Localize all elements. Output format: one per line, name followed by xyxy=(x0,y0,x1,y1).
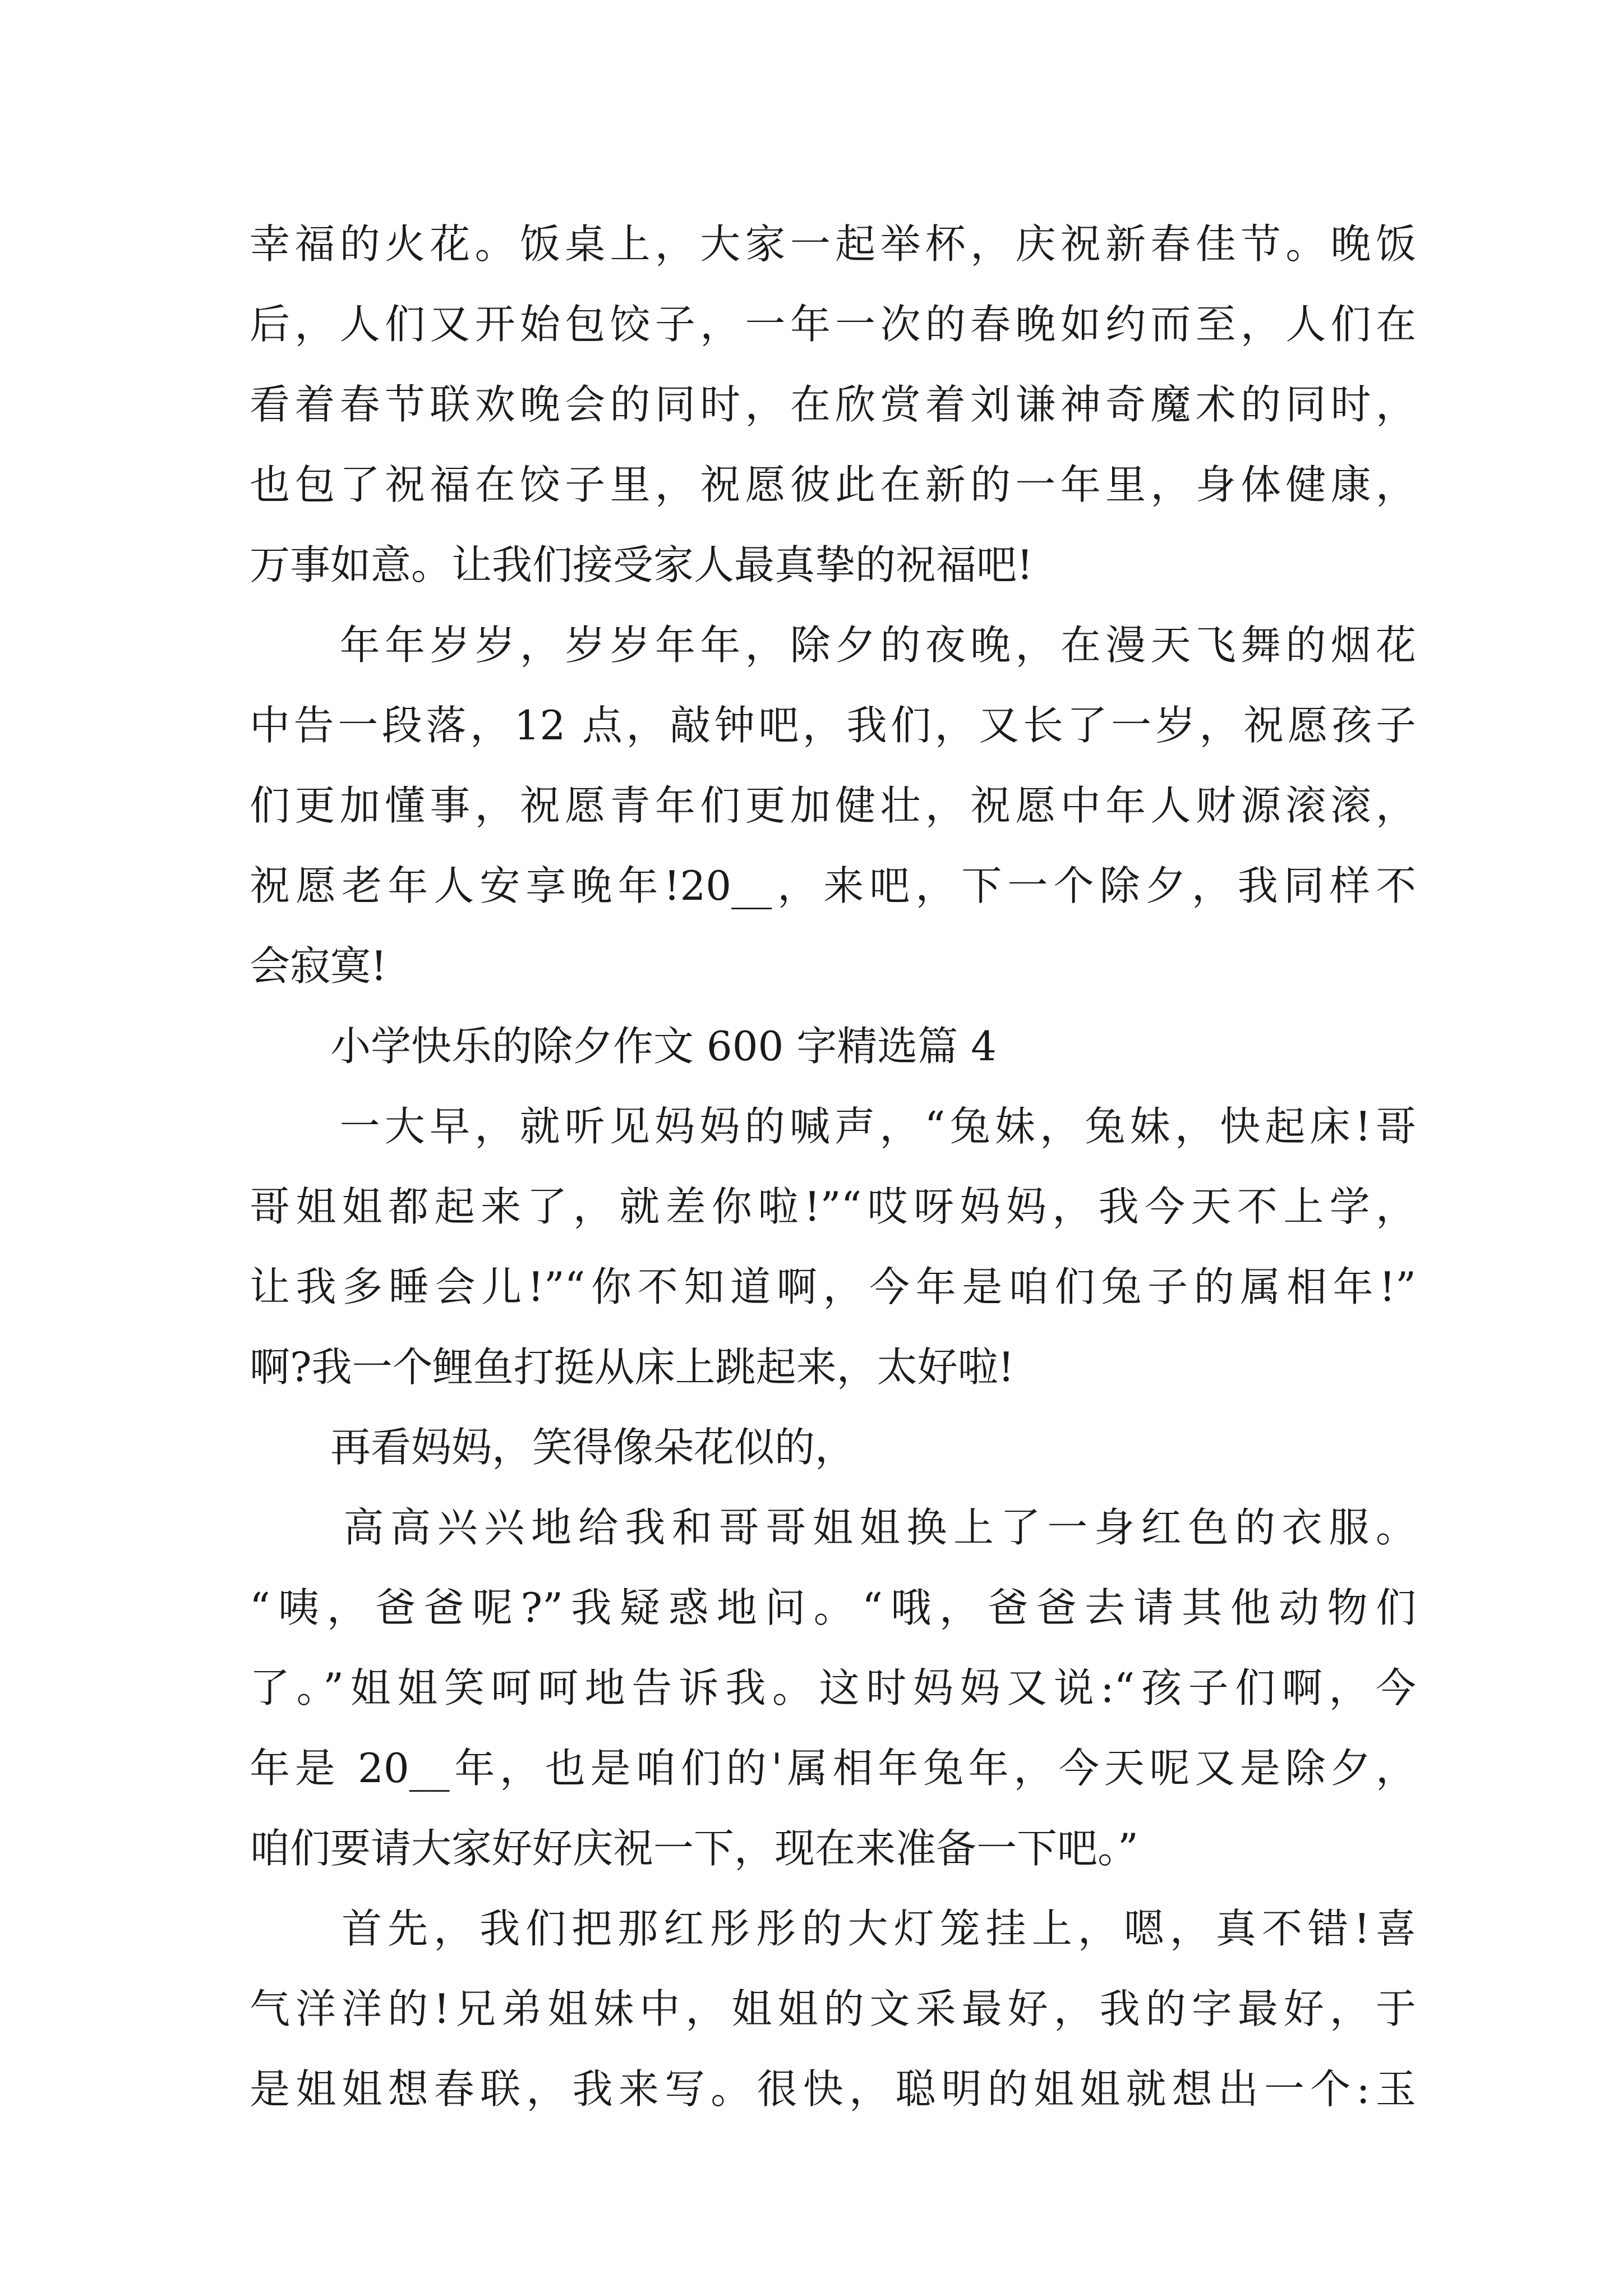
text-line: 咱们要请大家好好庆祝一下，现在来准备一下吧。” xyxy=(250,1825,1138,1872)
text-line: 一大早，就听见妈妈的喊声，“兔妹，兔妹，快起床!哥 xyxy=(250,1103,1416,1150)
text-line: 让我多睡会儿!”“你不知道啊，今年是咱们兔子的属相年!” xyxy=(250,1263,1416,1310)
text-line: 们更加懂事，祝愿青年们更加健壮，祝愿中年人财源滚滚， xyxy=(250,782,1416,829)
section-heading: 小学快乐的除夕作文 600 字精选篇 4 xyxy=(250,1023,997,1070)
text-line: 年年岁岁，岁岁年年，除夕的夜晚，在漫天飞舞的烟花 xyxy=(250,622,1416,669)
text-line: 幸福的火花。饭桌上，大家一起举杯，庆祝新春佳节。晚饭 xyxy=(250,220,1416,268)
text-line: 啊?我一个鲤鱼打挺从床上跳起来，太好啦! xyxy=(250,1343,1015,1391)
text-line: 会寂寞! xyxy=(250,942,387,990)
text-line: 后，人们又开始包饺子，一年一次的春晚如约而至，人们在 xyxy=(250,301,1416,348)
text-line: 中告一段落，12 点，敲钟吧，我们，又长了一岁，祝愿孩子 xyxy=(250,702,1416,749)
text-line: 是姐姐想春联，我来写。很快，聪明的姐姐就想出一个:玉 xyxy=(250,2065,1416,2113)
text-line: 看着春节联欢晚会的同时，在欣赏着刘谦神奇魔术的同时， xyxy=(250,381,1416,428)
text-line: 高高兴兴地给我和哥哥姐姐换上了一身红色的衣服。 xyxy=(250,1504,1416,1551)
text-line: 了。”姐姐笑呵呵地告诉我。这时妈妈又说:“孩子们啊，今 xyxy=(250,1664,1416,1711)
text-line: 再看妈妈，笑得像朵花似的， xyxy=(250,1424,856,1471)
text-line: 哥姐姐都起来了，就差你啦!”“哎呀妈妈，我今天不上学， xyxy=(250,1183,1416,1230)
text-line: 万事如意。让我们接受家人最真挚的祝福吧! xyxy=(250,541,1033,588)
text-line: 祝愿老年人安享晚年!20__，来吧，下一个除夕，我同样不 xyxy=(250,862,1416,909)
text-line: 气洋洋的!兄弟姐妹中，姐姐的文采最好，我的字最好，于 xyxy=(250,1985,1416,2032)
text-line: “咦，爸爸呢?”我疑惑地问。“哦，爸爸去请其他动物们 xyxy=(250,1584,1416,1631)
text-line: 年是 20__年，也是咱们的'属相年兔年，今天呢又是除夕， xyxy=(250,1745,1416,1792)
text-line: 首先，我们把那红彤彤的大灯笼挂上，嗯，真不错!喜 xyxy=(250,1905,1416,1952)
text-line: 也包了祝福在饺子里，祝愿彼此在新的一年里，身体健康， xyxy=(250,461,1416,508)
